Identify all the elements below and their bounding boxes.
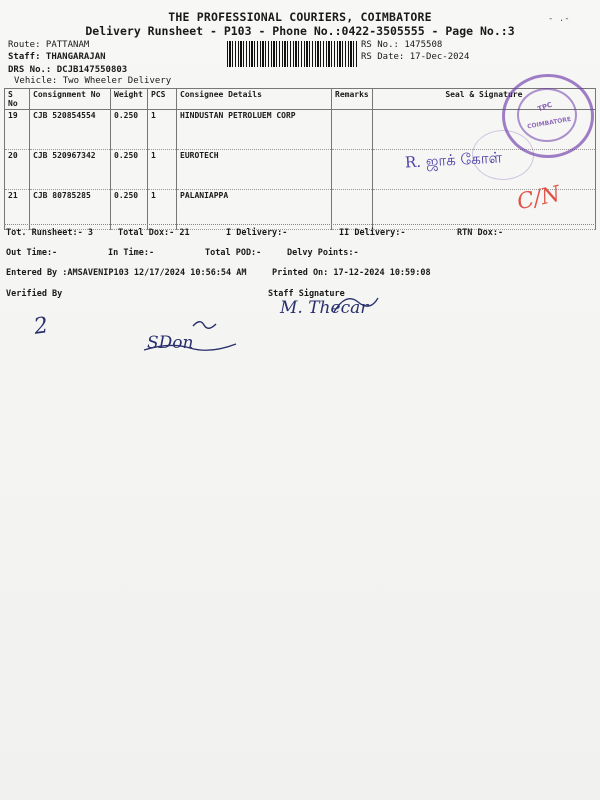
signature-flourish — [190, 316, 220, 336]
barcode-image — [227, 41, 357, 67]
entered-by: Entered By :AMSAVENIP103 12/17/2024 10:56:54 AM — [6, 268, 247, 278]
cell-weight: 0.250 — [111, 150, 148, 190]
staff-signature-label: Staff Signature — [268, 289, 345, 299]
col-consignment: Consignment No — [30, 89, 111, 110]
divider-line — [4, 224, 596, 225]
verified-by-label: Verified By — [6, 289, 63, 299]
cell-consignment: CJB 520967342 — [30, 150, 111, 190]
runsheet-title: Delivery Runsheet - P103 - Phone No.:0422-3505555 - Page No.:3 — [85, 24, 515, 38]
total-dox: Total Dox:- 21 — [118, 228, 190, 238]
col-weight: Weight — [111, 89, 148, 110]
tot-runsheet: Tot. Runsheet:- 3 — [6, 228, 93, 238]
i-delivery: I Delivery:- — [226, 228, 288, 238]
staff-label: Staff: THANGARAJAN — [8, 52, 106, 62]
cell-weight: 0.250 — [111, 190, 148, 230]
corner-mark: - .- — [548, 14, 570, 24]
cell-remarks — [332, 150, 373, 190]
verifier-signature: SDon — [147, 333, 194, 353]
printed-on: Printed On: 17-12-2024 10:59:08 — [272, 268, 431, 278]
route-label: Route: PATTANAM — [8, 40, 90, 50]
cell-sno: 20 — [5, 150, 30, 190]
vehicle-label: Vehicle: Two Wheeler Delivery — [14, 76, 172, 86]
cell-pcs: 1 — [148, 150, 177, 190]
in-time: In Time:- — [108, 248, 155, 258]
ii-delivery: II Delivery:- — [339, 228, 406, 238]
col-sno: S No — [5, 89, 30, 110]
cell-remarks — [332, 110, 373, 150]
drs-number: DRS No.: DCJB147550803 — [8, 65, 128, 75]
rs-number: RS No.: 1475508 — [361, 40, 443, 50]
cell-consignment: CJB 520854554 — [30, 110, 111, 150]
cell-consignee: HINDUSTAN PETROLUEM CORP — [177, 110, 332, 150]
cell-weight: 0.250 — [111, 110, 148, 150]
stamp-name: TPC — [536, 100, 554, 114]
signature-underline — [140, 336, 240, 360]
cell-pcs: 1 — [148, 190, 177, 230]
col-seal: Seal & Signature — [372, 89, 595, 110]
rtn-dox: RTN Dox:- — [457, 228, 504, 238]
total-pod: Total POD:- — [205, 248, 262, 258]
staff-signature-flourish — [330, 288, 382, 322]
delvy-points: Delvy Points:- — [287, 248, 359, 258]
stamp-city: COIMBATORE — [526, 115, 572, 131]
cn-handwritten-mark: C/N — [514, 181, 563, 216]
cell-sno: 21 — [5, 190, 30, 230]
staff-signature: M. Thecar — [280, 298, 369, 318]
receiver-signature: R. ஜாக் கோள் — [404, 148, 503, 172]
company-title: THE PROFESSIONAL COURIERS, COIMBATORE — [168, 10, 432, 24]
col-pcs: PCS — [148, 89, 177, 110]
verifier-number: 2 — [32, 313, 50, 340]
cell-consignee: PALANIAPPA — [177, 190, 332, 230]
col-remarks: Remarks — [332, 89, 373, 110]
cell-pcs: 1 — [148, 110, 177, 150]
rs-date: RS Date: 17-Dec-2024 — [361, 52, 470, 62]
col-consignee: Consignee Details — [177, 89, 332, 110]
cell-consignee: EUROTECH — [177, 150, 332, 190]
cell-sno: 19 — [5, 110, 30, 150]
out-time: Out Time:- — [6, 248, 58, 258]
cell-consignment: CJB 80785285 — [30, 190, 111, 230]
